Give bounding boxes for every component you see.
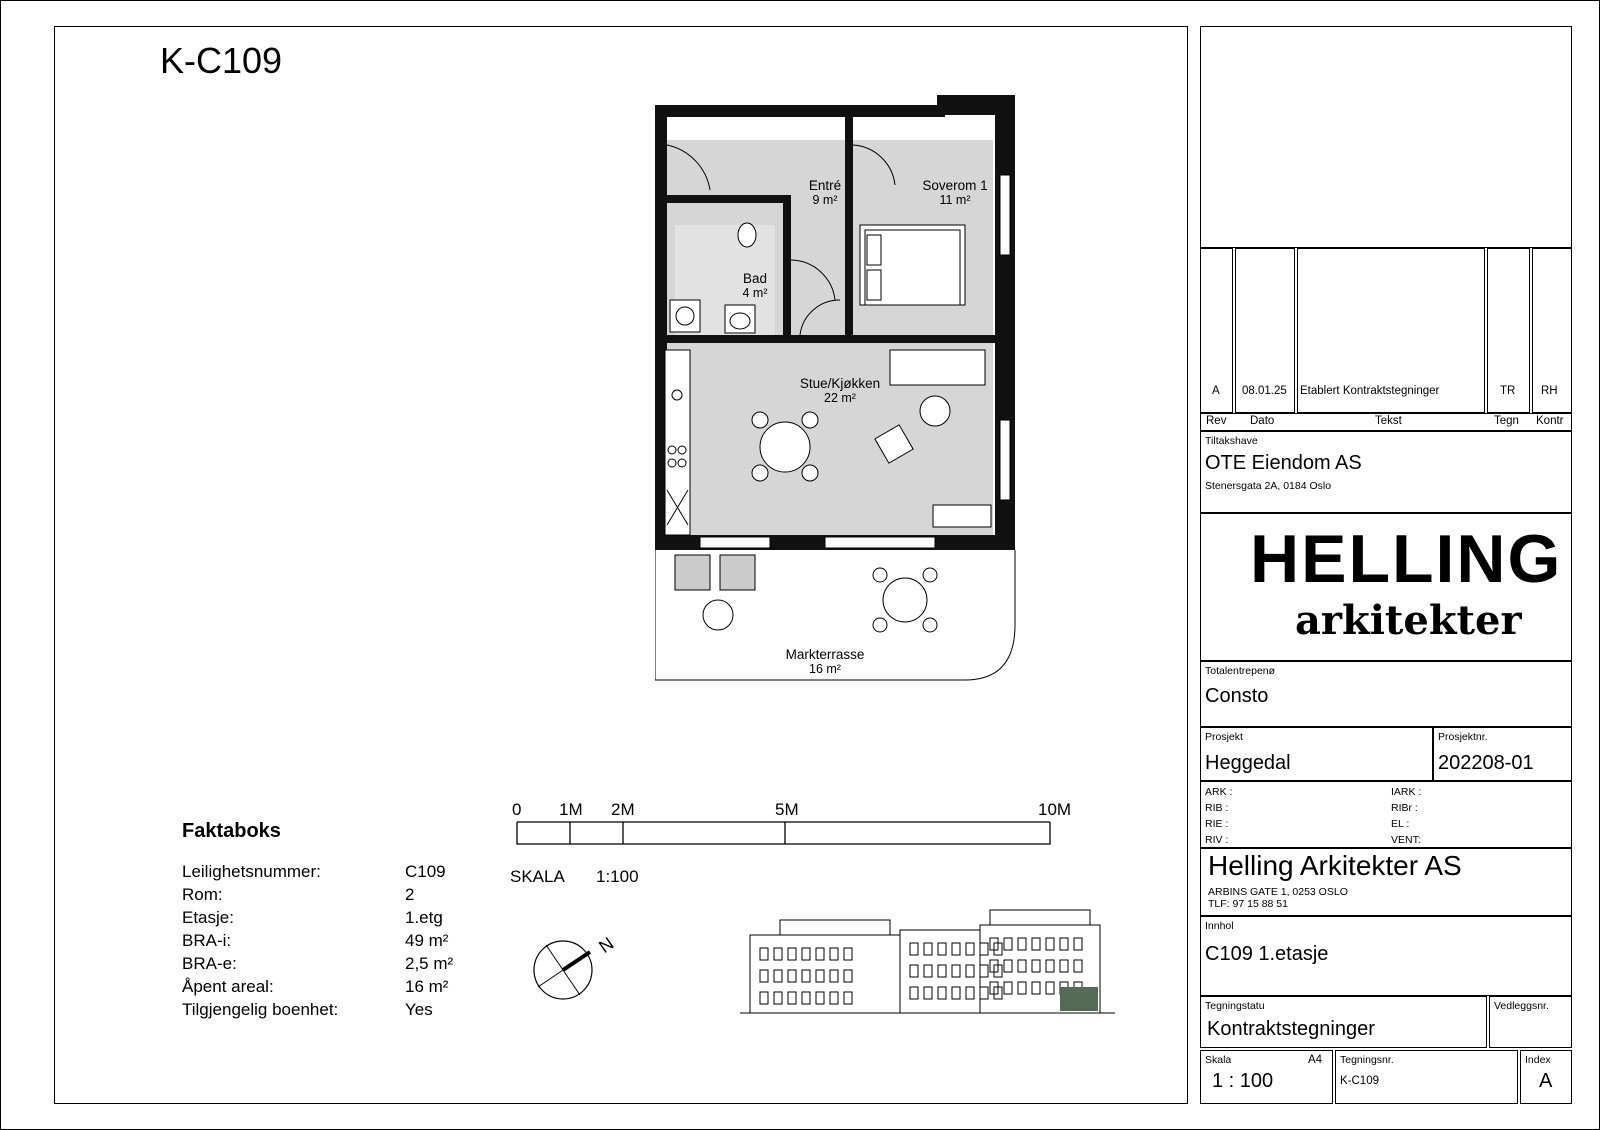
- building-window: [1004, 982, 1012, 994]
- discipline-rie: RIE :: [1205, 818, 1229, 830]
- building-window: [1060, 938, 1068, 950]
- building-window: [760, 970, 768, 982]
- building-window: [802, 970, 810, 982]
- north-label: N: [595, 933, 618, 958]
- architect-name: Helling Arkitekter AS: [1208, 850, 1462, 881]
- building-window: [788, 970, 796, 982]
- building-window: [952, 987, 960, 999]
- building-window: [952, 943, 960, 955]
- building-window: [952, 965, 960, 977]
- building-window: [774, 992, 782, 1004]
- building-window: [910, 965, 918, 977]
- building-window: [760, 948, 768, 960]
- building-window: [1018, 982, 1026, 994]
- building-window: [802, 948, 810, 960]
- building-window: [1018, 960, 1026, 972]
- scale-ratio: 1:100: [596, 867, 639, 886]
- project-name: Heggedal: [1205, 752, 1291, 774]
- factbox-label: Rom:: [182, 885, 223, 904]
- building-window: [1074, 960, 1082, 972]
- scale-cell-label: Skala: [1205, 1054, 1232, 1066]
- building-window: [816, 970, 824, 982]
- rev-header-text: Tekst: [1375, 415, 1402, 427]
- content-label: Innhol: [1205, 920, 1234, 932]
- scale-bar: [505, 820, 1065, 850]
- architect-address: ARBINS GATE 1, 0253 OSLO: [1208, 886, 1348, 898]
- scale-label: SKALA: [510, 867, 565, 886]
- status-label: Tegningstatu: [1205, 1000, 1265, 1012]
- building-window: [830, 970, 838, 982]
- factbox-label: Åpent areal:: [182, 977, 274, 996]
- factbox-value: 2,5 m²: [405, 954, 454, 973]
- factbox-label: Leilighetsnummer:: [182, 862, 321, 881]
- scale-tick-0: 0: [512, 800, 522, 819]
- building-window: [1032, 982, 1040, 994]
- discipline-riv: RIV :: [1205, 834, 1229, 846]
- building-window: [1046, 982, 1054, 994]
- building-window: [910, 943, 918, 955]
- building-window: [760, 992, 768, 1004]
- building-window: [1046, 960, 1054, 972]
- rev-header-rev: Rev: [1206, 415, 1227, 427]
- building-window: [924, 965, 932, 977]
- factbox-value: C109: [405, 862, 446, 881]
- tb-empty-top: [1200, 26, 1572, 248]
- tb-disciplines: [1200, 781, 1572, 848]
- building-window: [1046, 938, 1054, 950]
- building-window: [966, 943, 974, 955]
- status-value: Kontraktstegninger: [1207, 1018, 1375, 1040]
- building-window: [966, 965, 974, 977]
- building-window: [844, 970, 852, 982]
- rev-header-checked: Kontr: [1536, 415, 1564, 427]
- north-arrow-icon: [528, 935, 598, 1005]
- rev-drawn-by: TR: [1500, 385, 1516, 397]
- factbox-label: BRA-e:: [182, 954, 237, 973]
- client-label: Tiltakshave: [1205, 435, 1258, 447]
- contractor-name: Consto: [1205, 685, 1269, 707]
- room-label-soverom: Soverom 1 11 m²: [922, 178, 988, 207]
- building-window: [980, 965, 988, 977]
- room-label-entre: Entré 9 m²: [808, 178, 842, 207]
- room-label-stue: Stue/Kjøkken 22 m²: [799, 376, 881, 405]
- drawing-no-label: Tegningsnr.: [1340, 1054, 1394, 1066]
- building-window: [966, 987, 974, 999]
- factbox-value: 16 m²: [405, 977, 449, 996]
- discipline-rib: RIB :: [1205, 802, 1229, 814]
- discipline-vent: VENT:: [1391, 834, 1421, 846]
- discipline-ribr: RIBr :: [1391, 802, 1418, 814]
- building-window: [1032, 960, 1040, 972]
- building-window: [1004, 938, 1012, 950]
- rev-checked-by: RH: [1541, 385, 1558, 397]
- room-label-bad: Bad 4 m²: [742, 271, 768, 300]
- factbox-value: 2: [405, 885, 415, 904]
- project-no-label: Prosjektnr.: [1438, 731, 1488, 743]
- building-window: [924, 987, 932, 999]
- building-window: [924, 943, 932, 955]
- factbox-title: Faktaboks: [182, 820, 281, 842]
- architect-phone: TLF: 97 15 88 51: [1208, 898, 1288, 910]
- building-window: [938, 943, 946, 955]
- scale-tick-1m: 1M: [559, 800, 583, 819]
- rev-date: 08.01.25: [1242, 385, 1287, 397]
- scale-tick-10m: 10M: [1038, 800, 1072, 819]
- building-window: [802, 992, 810, 1004]
- scale-tick-5m: 5M: [775, 800, 799, 819]
- discipline-iark: IARK :: [1391, 786, 1422, 798]
- factbox-label: BRA-i:: [182, 931, 232, 950]
- attachment-label: Vedleggsnr.: [1494, 1000, 1549, 1012]
- building-window: [1018, 938, 1026, 950]
- building-window: [816, 992, 824, 1004]
- drawing-no-value: K-C109: [1340, 1075, 1379, 1087]
- scale-paper: A4: [1308, 1054, 1323, 1066]
- helling-logo: HELLING: [1250, 521, 1563, 597]
- project-no-value: 202208-01: [1438, 752, 1534, 774]
- content-value: C109 1.etasje: [1205, 943, 1329, 965]
- building-window: [938, 965, 946, 977]
- index-label: Index: [1525, 1054, 1551, 1066]
- rev-value: A: [1212, 385, 1220, 397]
- scale-tick-2m: 2M: [611, 800, 635, 819]
- client-name: OTE Eiendom AS: [1205, 452, 1362, 474]
- contractor-label: Totalentrepenø: [1205, 665, 1276, 677]
- building-window: [830, 992, 838, 1004]
- drawing-id: K-C109: [160, 40, 283, 81]
- building-window: [788, 992, 796, 1004]
- building-window: [1032, 938, 1040, 950]
- building-window: [816, 948, 824, 960]
- project-label: Prosjekt: [1205, 731, 1243, 743]
- building-window: [844, 948, 852, 960]
- building-window: [774, 970, 782, 982]
- rev-text: Etablert Kontraktstegninger: [1300, 385, 1440, 397]
- building-window: [844, 992, 852, 1004]
- factbox-value: 1.etg: [405, 908, 443, 927]
- building-elevation: [740, 905, 1115, 1015]
- scale-cell-value: 1 : 100: [1212, 1070, 1274, 1092]
- arkitekter-logo: arkitekter: [1295, 597, 1522, 644]
- building-window: [980, 943, 988, 955]
- building-window: [774, 948, 782, 960]
- index-value: A: [1539, 1070, 1553, 1092]
- factbox-label: Tilgjengelig boenhet:: [182, 1000, 339, 1019]
- building-window: [938, 987, 946, 999]
- building-window: [788, 948, 796, 960]
- rev-header-date: Dato: [1250, 415, 1275, 427]
- discipline-el: EL :: [1391, 818, 1410, 830]
- client-address: Stenersgata 2A, 0184 Oslo: [1205, 480, 1332, 492]
- building-window: [830, 948, 838, 960]
- factbox-value: 49 m²: [405, 931, 449, 950]
- rev-header-drawn: Tegn: [1494, 415, 1519, 427]
- building-window: [1074, 938, 1082, 950]
- building-window: [910, 987, 918, 999]
- factbox-label: Etasje:: [182, 908, 234, 927]
- building-window: [980, 987, 988, 999]
- building-window: [1060, 960, 1068, 972]
- discipline-ark: ARK :: [1205, 786, 1233, 798]
- building-window: [1004, 960, 1012, 972]
- room-label-terrasse: Markterrasse 16 m²: [785, 647, 865, 676]
- factbox-value: Yes: [405, 1000, 433, 1019]
